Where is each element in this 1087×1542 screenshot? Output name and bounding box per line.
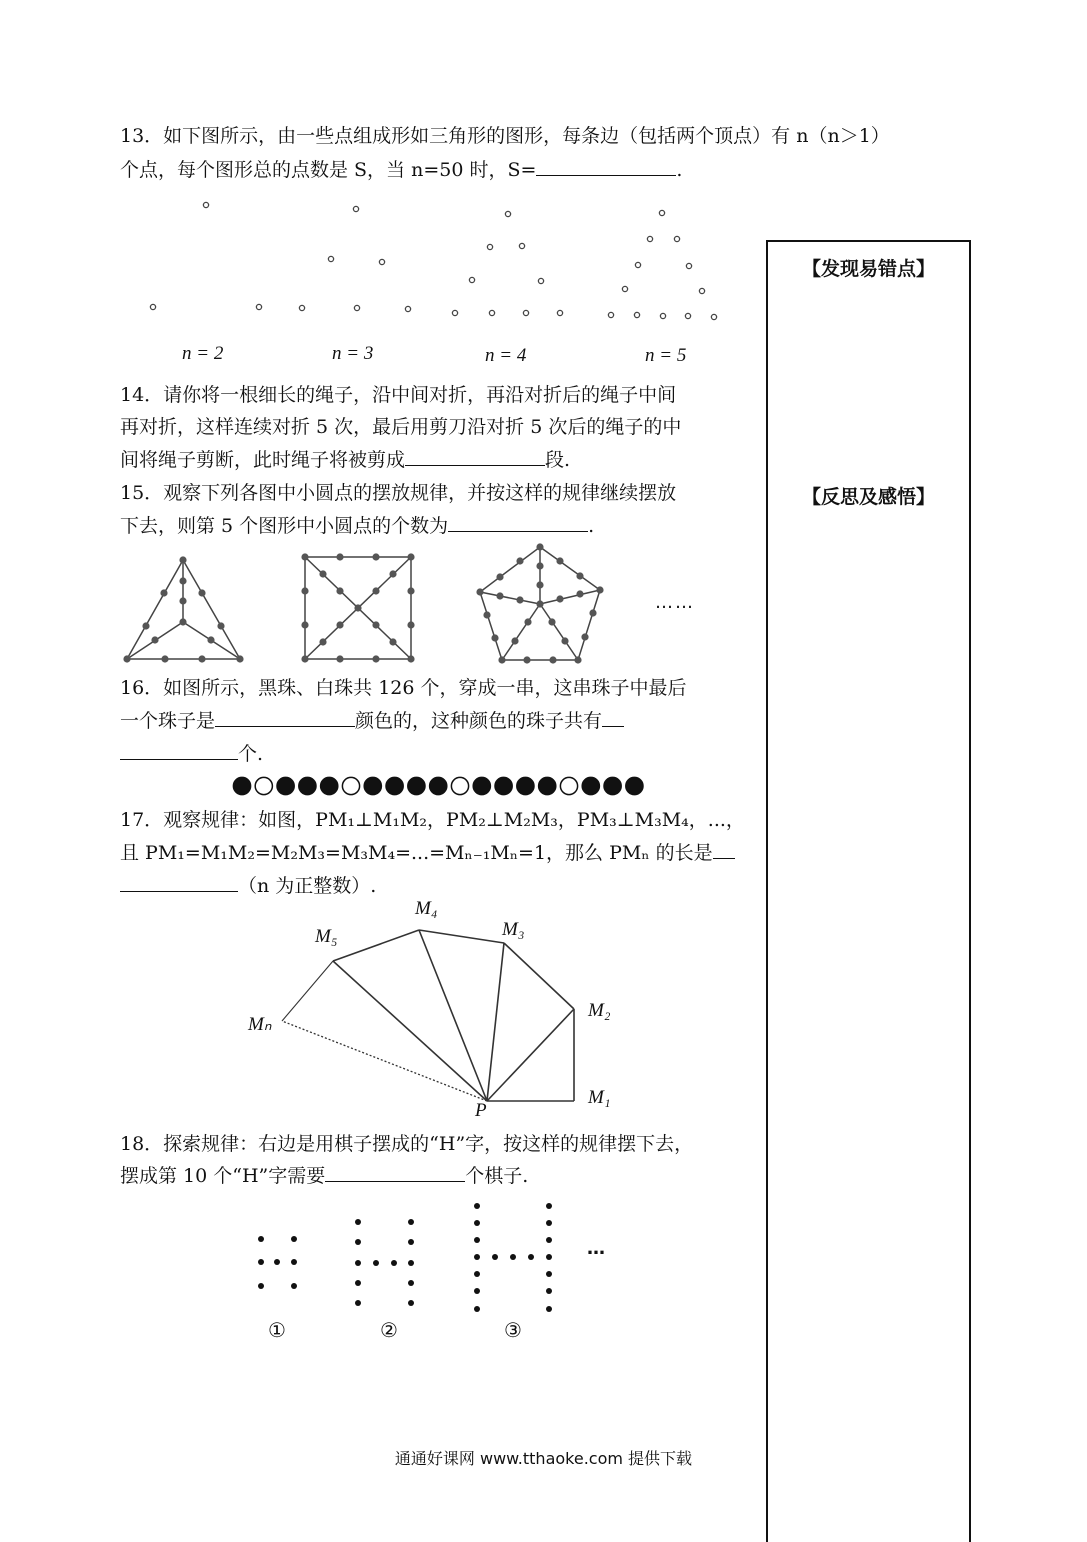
q17-end: （n 为正整数）. bbox=[238, 875, 377, 897]
q18-text: 摆成第 10 个“H”字需要 bbox=[120, 1165, 326, 1187]
q13-label-n2: n = 2 bbox=[182, 343, 224, 364]
q17-line1: 17．观察规律：如图，PM₁⊥M₁M₂，PM₂⊥M₂M₃，PM₃⊥M₃M₄，...， bbox=[120, 809, 745, 831]
sidebar-title-mistakes: 【发现易错点】 bbox=[801, 258, 935, 280]
q18-label-1: ① bbox=[268, 1318, 286, 1342]
sidebar-title-reflection: 【反思及感悟】 bbox=[801, 486, 935, 508]
q13-end: . bbox=[676, 159, 683, 181]
q17-label-m3: M₃ bbox=[502, 919, 525, 940]
q18-ellipsis: … bbox=[587, 1238, 605, 1259]
q13-label-n3: n = 3 bbox=[332, 343, 374, 364]
q17-label-m5: M₅ bbox=[315, 926, 338, 947]
q14-line1: 14．请你将一根细长的绳子，沿中间对折，再沿对折后的绳子中间 bbox=[120, 384, 677, 406]
q16-text-a: 一个珠子是 bbox=[120, 710, 216, 732]
q15-line1: 15．观察下列各图中小圆点的摆放规律，并按这样的规律继续摆放 bbox=[120, 482, 677, 504]
q14-text: 间将绳子剪断，此时绳子将被剪成 bbox=[120, 449, 406, 471]
q16-end: 个. bbox=[238, 743, 264, 765]
q13-line1: 13．如下图所示，由一些点组成形如三角形的图形，每条边（包括两个顶点）有 n（n＞1） bbox=[120, 125, 890, 147]
q18-end: 个棋子. bbox=[465, 1165, 529, 1187]
q17-label-mn: Mₙ bbox=[248, 1014, 272, 1035]
footer-source: 通通好课网 www.tthaoke.com 提供下载 bbox=[394, 1449, 693, 1468]
q13-label-n5: n = 5 bbox=[645, 345, 687, 366]
q13-label-n4: n = 4 bbox=[485, 345, 527, 366]
q18-label-2: ② bbox=[380, 1318, 398, 1342]
q18-line1: 18．探索规律：右边是用棋子摆成的“H”字，按这样的规律摆下去， bbox=[120, 1133, 694, 1155]
q17-label-m2: M₂ bbox=[588, 1000, 611, 1021]
q14-line2: 再对折，这样连续对折 5 次，最后用剪刀沿对折 5 次后的绳子的中 bbox=[120, 416, 682, 438]
q15-ellipsis: …… bbox=[655, 592, 695, 613]
q15-end: . bbox=[588, 515, 595, 537]
q16-text-b: 颜色的，这种颜色的珠子共有 bbox=[355, 710, 603, 732]
q17-label-m4: M₄ bbox=[415, 898, 438, 919]
q17-label-m1: M₁ bbox=[588, 1087, 611, 1108]
q16-line1: 16．如图所示，黑珠、白珠共 126 个，穿成一串，这串珠子中最后 bbox=[120, 677, 687, 699]
q15-text: 下去，则第 5 个图形中小圆点的个数为 bbox=[120, 515, 449, 537]
q17-text: 且 PM₁=M₁M₂=M₂M₃=M₃M₄=...=Mₙ₋₁Mₙ=1，那么 PMₙ 的长是 bbox=[120, 842, 713, 864]
q13-text: 个点，每个图形总的点数是 S，当 n=50 时，S= bbox=[120, 159, 537, 181]
q17-label-p: P bbox=[475, 1100, 487, 1121]
q18-label-3: ③ bbox=[504, 1318, 522, 1342]
q14-end: 段. bbox=[545, 449, 571, 471]
